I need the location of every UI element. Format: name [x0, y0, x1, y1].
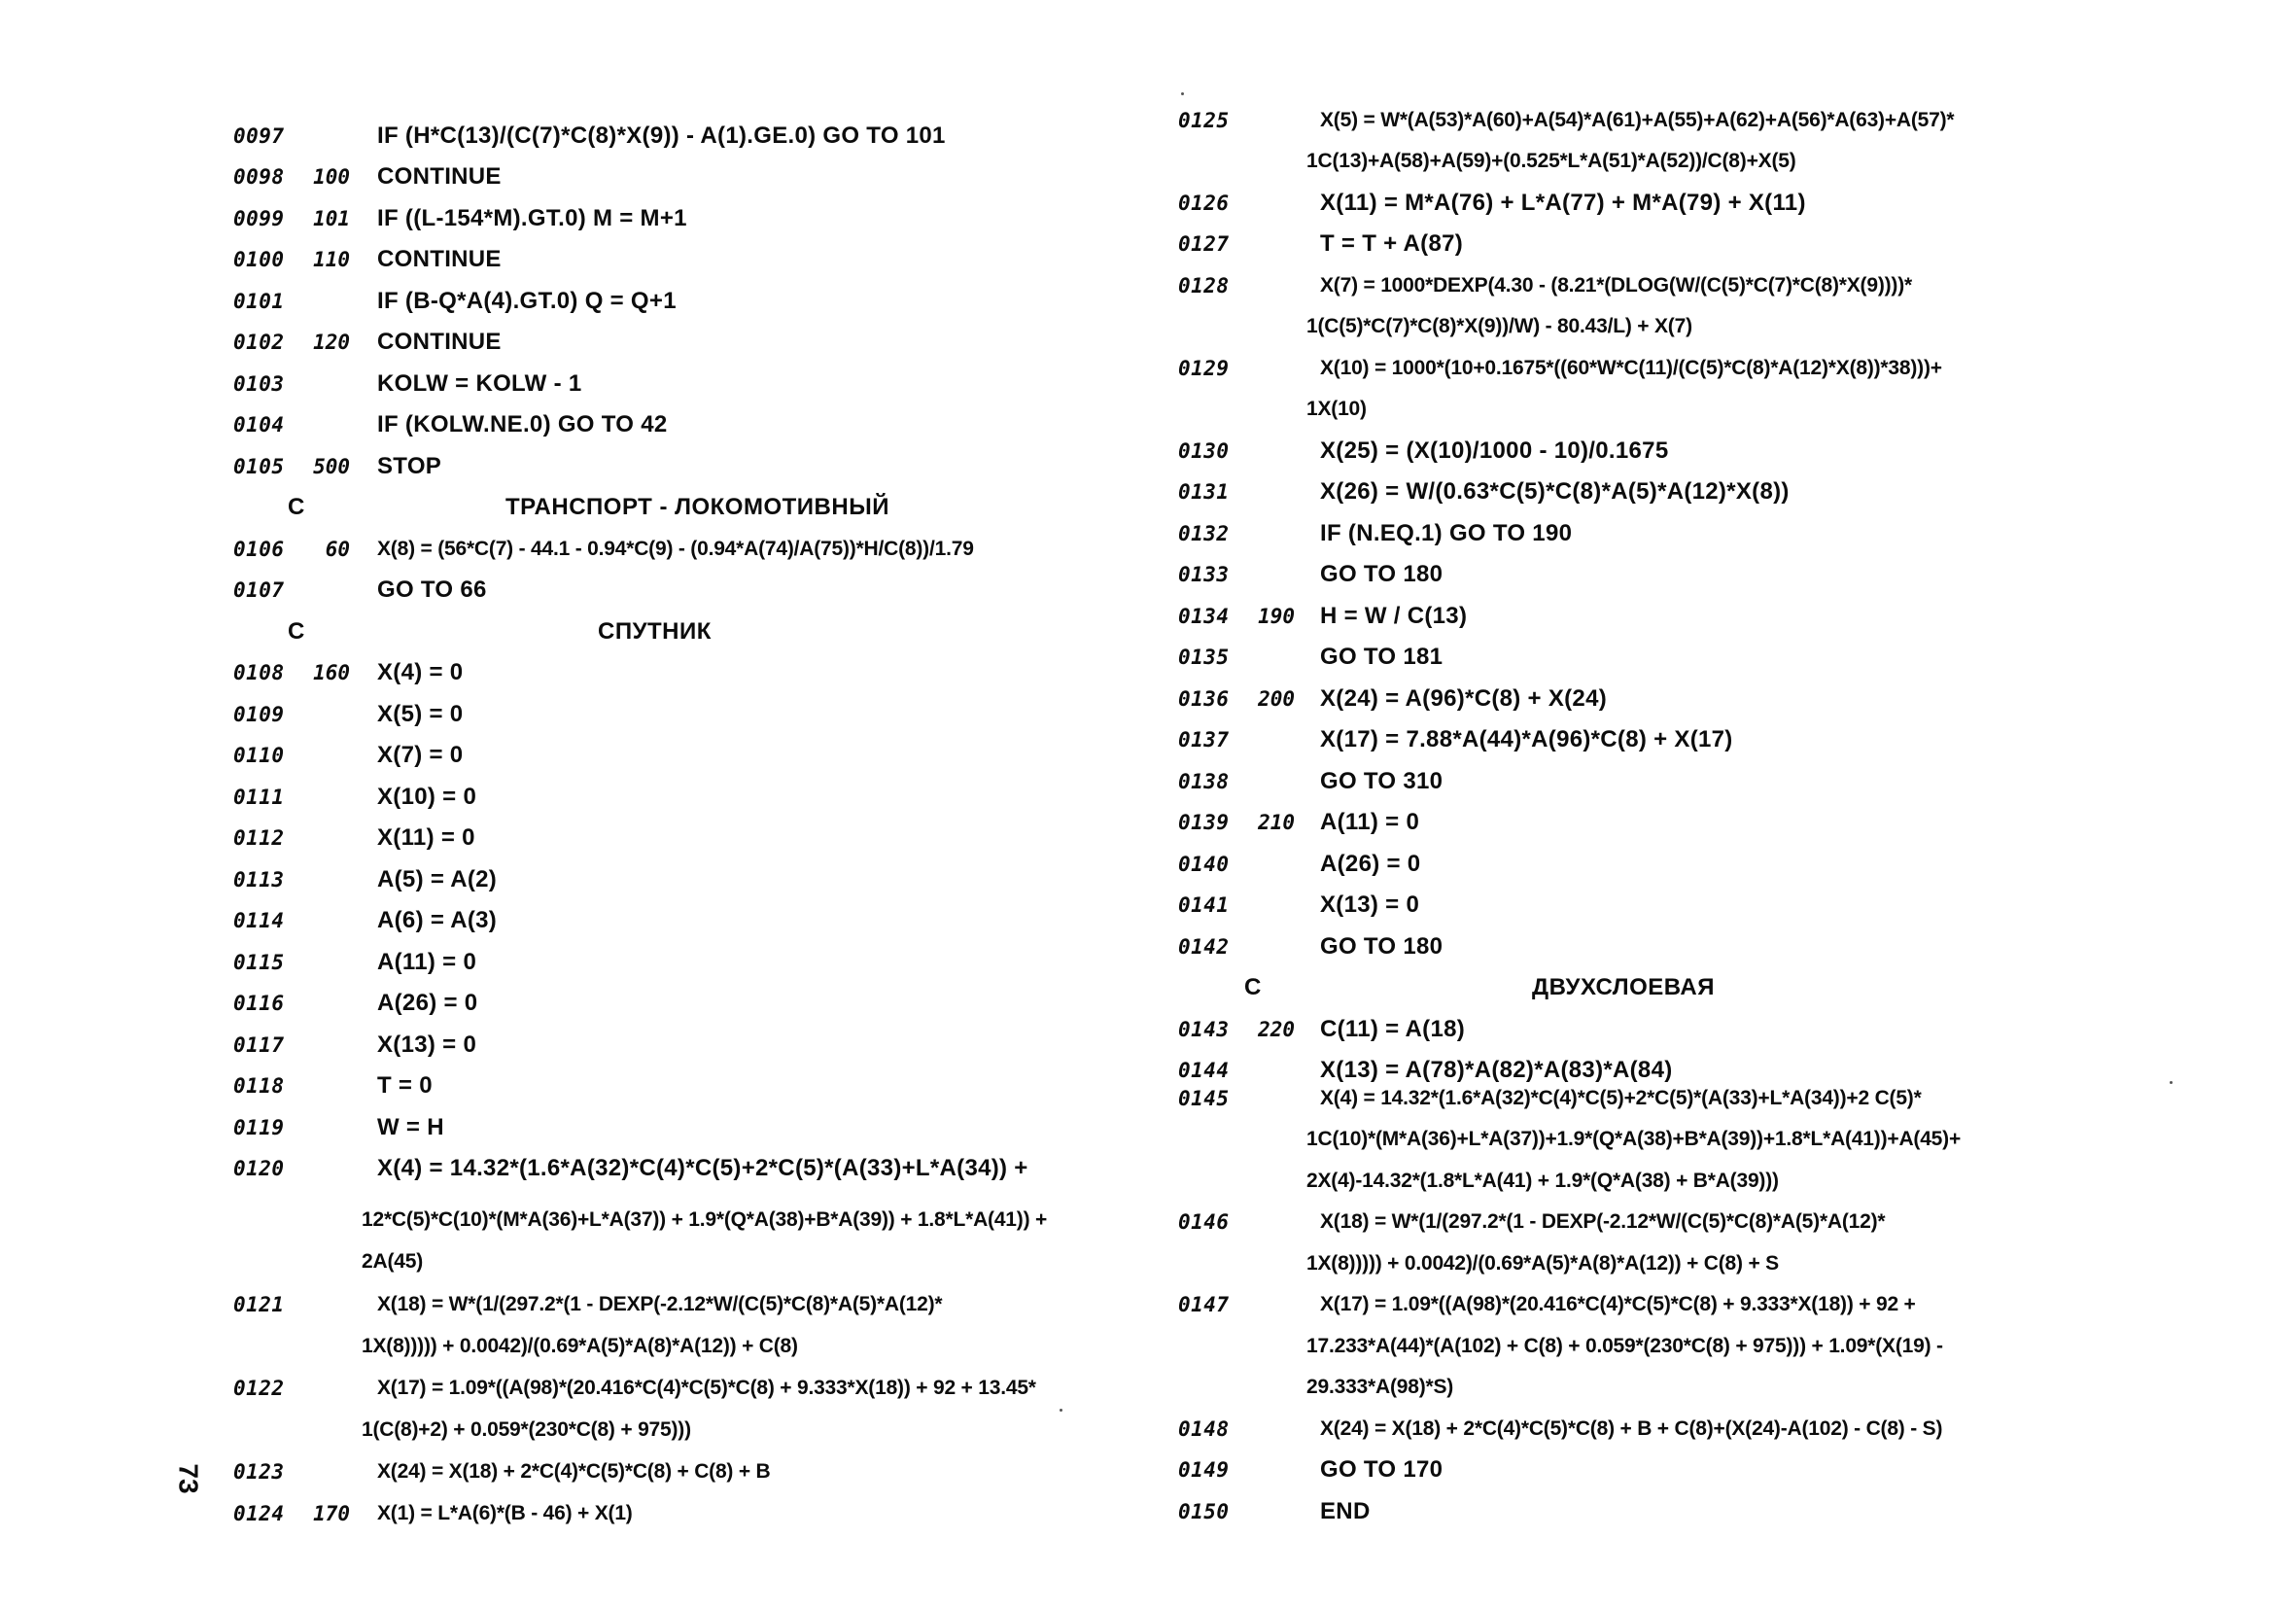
line-number: 0149: [1178, 1458, 1230, 1482]
scan-speck: [1181, 92, 1184, 95]
line-number: 0100: [233, 248, 285, 271]
statement-label: 60: [325, 538, 350, 561]
statement: A(26) = 0: [377, 990, 478, 1016]
line-number: 0097: [233, 124, 285, 148]
statement-continuation: 17.233*A(44)*(A(102) + C(8) + 0.059*(230*C(8) + 975))) + 1.09*(X(19) -: [1306, 1335, 1943, 1357]
line-number: 0136: [1178, 687, 1230, 711]
statement: END: [1320, 1498, 1371, 1524]
statement-continuation: 1(C(8)+2) + 0.059*(230*C(8) + 975))): [362, 1418, 691, 1441]
line-number: 0129: [1178, 357, 1230, 380]
line-number: 0132: [1178, 522, 1230, 545]
statement: IF ((L-154*M).GT.0) M = M+1: [377, 205, 687, 231]
line-number: 0127: [1178, 232, 1230, 256]
line-number: 0114: [233, 909, 285, 932]
statement: GO TO 170: [1320, 1456, 1444, 1483]
statement-label: 190: [1258, 605, 1295, 628]
statement: X(18) = W*(1/(297.2*(1 - DEXP(-2.12*W/(C(5)*C(8)*A(5)*A(12)*: [1320, 1210, 1886, 1233]
statement: IF (N.EQ.1) GO TO 190: [1320, 520, 1573, 546]
statement-label: 220: [1258, 1018, 1295, 1041]
statement: CONTINUE: [377, 163, 502, 190]
scan-speck: [1060, 1409, 1062, 1412]
line-number: 0098: [233, 165, 285, 189]
statement: X(11) = M*A(76) + L*A(77) + M*A(79) + X(11): [1320, 190, 1806, 216]
statement-continuation: 1C(10)*(M*A(36)+L*A(37))+1.9*(Q*A(38)+B*A(39))+1.8*L*A(41))+A(45)+: [1306, 1128, 1962, 1150]
statement: X(11) = 0: [377, 824, 475, 851]
statement-label: 170: [313, 1502, 350, 1525]
statement: X(24) = X(18) + 2*C(4)*C(5)*C(8) + C(8) + B: [377, 1460, 771, 1483]
statement-label: 500: [313, 455, 350, 478]
line-number: 0135: [1178, 646, 1230, 669]
statement-continuation: 1X(8))))) + 0.0042)/(0.69*A(5)*A(8)*A(12)) + C(8): [362, 1335, 798, 1357]
line-number: 0150: [1178, 1500, 1230, 1523]
scan-speck: [2170, 1081, 2173, 1084]
statement: GO TO 310: [1320, 768, 1444, 794]
line-number: 0111: [233, 786, 285, 809]
statement: X(7) = 0: [377, 742, 464, 768]
line-number: 0118: [233, 1074, 285, 1098]
statement: IF (KOLW.NE.0) GO TO 42: [377, 411, 668, 437]
statement: A(6) = A(3): [377, 907, 498, 933]
line-number: 0120: [233, 1157, 285, 1180]
line-number: 0124: [233, 1502, 285, 1525]
statement: X(8) = (56*C(7) - 44.1 - 0.94*C(9) - (0.94*A(74)/A(75))*H/C(8))/1.79: [377, 538, 974, 560]
statement: H = W / C(13): [1320, 603, 1468, 629]
statement: X(5) = W*(A(53)*A(60)+A(54)*A(61)+A(55)+A(62)+A(56)*A(63)+A(57)*: [1320, 109, 1955, 131]
line-number: 0141: [1178, 893, 1230, 917]
statement: GO TO 180: [1320, 933, 1444, 960]
statement: GO TO 180: [1320, 561, 1444, 587]
line-number: 0128: [1178, 274, 1230, 297]
statement-continuation: 12*C(5)*C(10)*(M*A(36)+L*A(37)) + 1.9*(Q*A(38)+B*A(39)) + 1.8*L*A(41)) +: [362, 1208, 1048, 1231]
line-number: 0123: [233, 1460, 285, 1484]
statement: CONTINUE: [377, 329, 502, 355]
statement-label: 110: [313, 248, 350, 271]
line-number: 0106: [233, 538, 285, 561]
statement: X(10) = 0: [377, 784, 477, 810]
statement: X(25) = (X(10)/1000 - 10)/0.1675: [1320, 437, 1669, 464]
line-number: 0122: [233, 1377, 285, 1400]
line-number: 0102: [233, 331, 285, 354]
statement: X(4) = 14.32*(1.6*A(32)*C(4)*C(5)+2*C(5)*(A(33)+L*A(34))+2 C(5)*: [1320, 1087, 1922, 1109]
statement: X(7) = 1000*DEXP(4.30 - (8.21*(DLOG(W/(C(5)*C(7)*C(8)*X(9))))*: [1320, 274, 1912, 297]
line-number: 0125: [1178, 109, 1230, 132]
statement-label: 101: [313, 207, 350, 230]
line-number: 0101: [233, 290, 285, 313]
statement: A(11) = 0: [377, 949, 477, 975]
line-number: 0139: [1178, 811, 1230, 834]
line-number: 0119: [233, 1116, 285, 1139]
line-number: 0146: [1178, 1210, 1230, 1234]
line-number: 0115: [233, 951, 285, 974]
statement-continuation: 1C(13)+A(58)+A(59)+(0.525*L*A(51)*A(52))/C(8)+X(5): [1306, 150, 1796, 172]
statement: GO TO 66: [377, 577, 487, 603]
statement: KOLW = KOLW - 1: [377, 370, 582, 397]
statement: X(18) = W*(1/(297.2*(1 - DEXP(-2.12*W/(C(5)*C(8)*A(5)*A(12)*: [377, 1293, 943, 1315]
statement: X(17) = 1.09*((A(98)*(20.416*C(4)*C(5)*C(8) + 9.333*X(18)) + 92 +: [1320, 1293, 1916, 1315]
line-number: 0131: [1178, 480, 1230, 504]
line-number: 0108: [233, 661, 285, 684]
statement: IF (B-Q*A(4).GT.0) Q = Q+1: [377, 288, 677, 314]
statement: X(4) = 0: [377, 659, 464, 685]
comment-marker: C: [288, 618, 305, 645]
line-number: 0107: [233, 578, 285, 602]
line-number: 0104: [233, 413, 285, 437]
statement: X(26) = W/(0.63*C(5)*C(8)*A(5)*A(12)*X(8)): [1320, 478, 1790, 505]
line-number: 0109: [233, 703, 285, 726]
statement: X(24) = X(18) + 2*C(4)*C(5)*C(8) + B + C(8)+(X(24)-A(102) - C(8) - S): [1320, 1417, 1943, 1440]
statement: W = H: [377, 1114, 444, 1140]
statement: STOP: [377, 453, 442, 479]
line-number: 0134: [1178, 605, 1230, 628]
statement: X(10) = 1000*(10+0.1675*((60*W*C(11)/(C(5)*C(8)*A(12)*X(8))*38)))+: [1320, 357, 1942, 379]
statement: X(4) = 14.32*(1.6*A(32)*C(4)*C(5)+2*C(5)*(A(33)+L*A(34)) +: [377, 1155, 1028, 1181]
statement-continuation: 1X(10): [1306, 398, 1367, 420]
statement-label: 100: [313, 165, 350, 189]
statement: X(24) = A(96)*C(8) + X(24): [1320, 685, 1608, 712]
line-number: 0145: [1178, 1087, 1230, 1110]
statement: GO TO 181: [1320, 644, 1444, 670]
line-number: 0142: [1178, 935, 1230, 959]
line-number: 0105: [233, 455, 285, 478]
statement-continuation: 2A(45): [362, 1250, 423, 1273]
statement: C(11) = A(18): [1320, 1016, 1466, 1042]
section-heading: ТРАНСПОРТ - ЛОКОМОТИВНЫЙ: [505, 494, 889, 520]
line-number: 0112: [233, 826, 285, 850]
line-number: 0138: [1178, 770, 1230, 793]
line-number: 0147: [1178, 1293, 1230, 1316]
statement-continuation: 29.333*A(98)*S): [1306, 1376, 1454, 1398]
line-number: 0113: [233, 868, 285, 891]
statement: A(26) = 0: [1320, 851, 1421, 877]
comment-marker: C: [288, 494, 305, 520]
statement: X(1) = L*A(6)*(B - 46) + X(1): [377, 1502, 633, 1524]
line-number: 0130: [1178, 439, 1230, 463]
line-number: 0103: [233, 372, 285, 396]
statement: A(5) = A(2): [377, 866, 498, 892]
line-number: 0116: [233, 992, 285, 1015]
statement-label: 120: [313, 331, 350, 354]
line-number: 0148: [1178, 1417, 1230, 1441]
line-number: 0110: [233, 744, 285, 767]
line-number: 0137: [1178, 728, 1230, 752]
page-number-mark: 73: [173, 1463, 204, 1494]
statement: IF (H*C(13)/(C(7)*C(8)*X(9)) - A(1).GE.0) GO TO 101: [377, 122, 946, 149]
line-number: 0143: [1178, 1018, 1230, 1041]
statement: X(17) = 1.09*((A(98)*(20.416*C(4)*C(5)*C(8) + 9.333*X(18)) + 92 + 13.45*: [377, 1377, 1036, 1399]
statement-continuation: 1(C(5)*C(7)*C(8)*X(9))/W) - 80.43/L) + X(7): [1306, 315, 1692, 337]
statement: X(13) = 0: [377, 1031, 477, 1058]
statement: X(13) = A(78)*A(82)*A(83)*A(84): [1320, 1057, 1673, 1083]
statement: T = 0: [377, 1072, 433, 1099]
line-number: 0117: [233, 1033, 285, 1057]
statement: T = T + A(87): [1320, 230, 1464, 257]
statement-continuation: 2X(4)-14.32*(1.8*L*A(41) + 1.9*(Q*A(38) + B*A(39))): [1306, 1170, 1779, 1192]
section-heading: ДВУХСЛОЕВАЯ: [1532, 974, 1716, 1000]
statement-label: 200: [1258, 687, 1295, 711]
line-number: 0133: [1178, 563, 1230, 586]
statement: A(11) = 0: [1320, 809, 1420, 835]
line-number: 0121: [233, 1293, 285, 1316]
statement-label: 210: [1258, 811, 1295, 834]
line-number: 0099: [233, 207, 285, 230]
statement-label: 160: [313, 661, 350, 684]
statement: CONTINUE: [377, 246, 502, 272]
statement: X(13) = 0: [1320, 891, 1420, 918]
section-heading: СПУТНИК: [598, 618, 712, 645]
statement: X(5) = 0: [377, 701, 464, 727]
statement-continuation: 1X(8))))) + 0.0042)/(0.69*A(5)*A(8)*A(12)) + C(8) + S: [1306, 1252, 1779, 1275]
line-number: 0140: [1178, 853, 1230, 876]
comment-marker: C: [1244, 974, 1262, 1000]
line-number: 0144: [1178, 1059, 1230, 1082]
statement: X(17) = 7.88*A(44)*A(96)*C(8) + X(17): [1320, 726, 1733, 752]
line-number: 0126: [1178, 192, 1230, 215]
